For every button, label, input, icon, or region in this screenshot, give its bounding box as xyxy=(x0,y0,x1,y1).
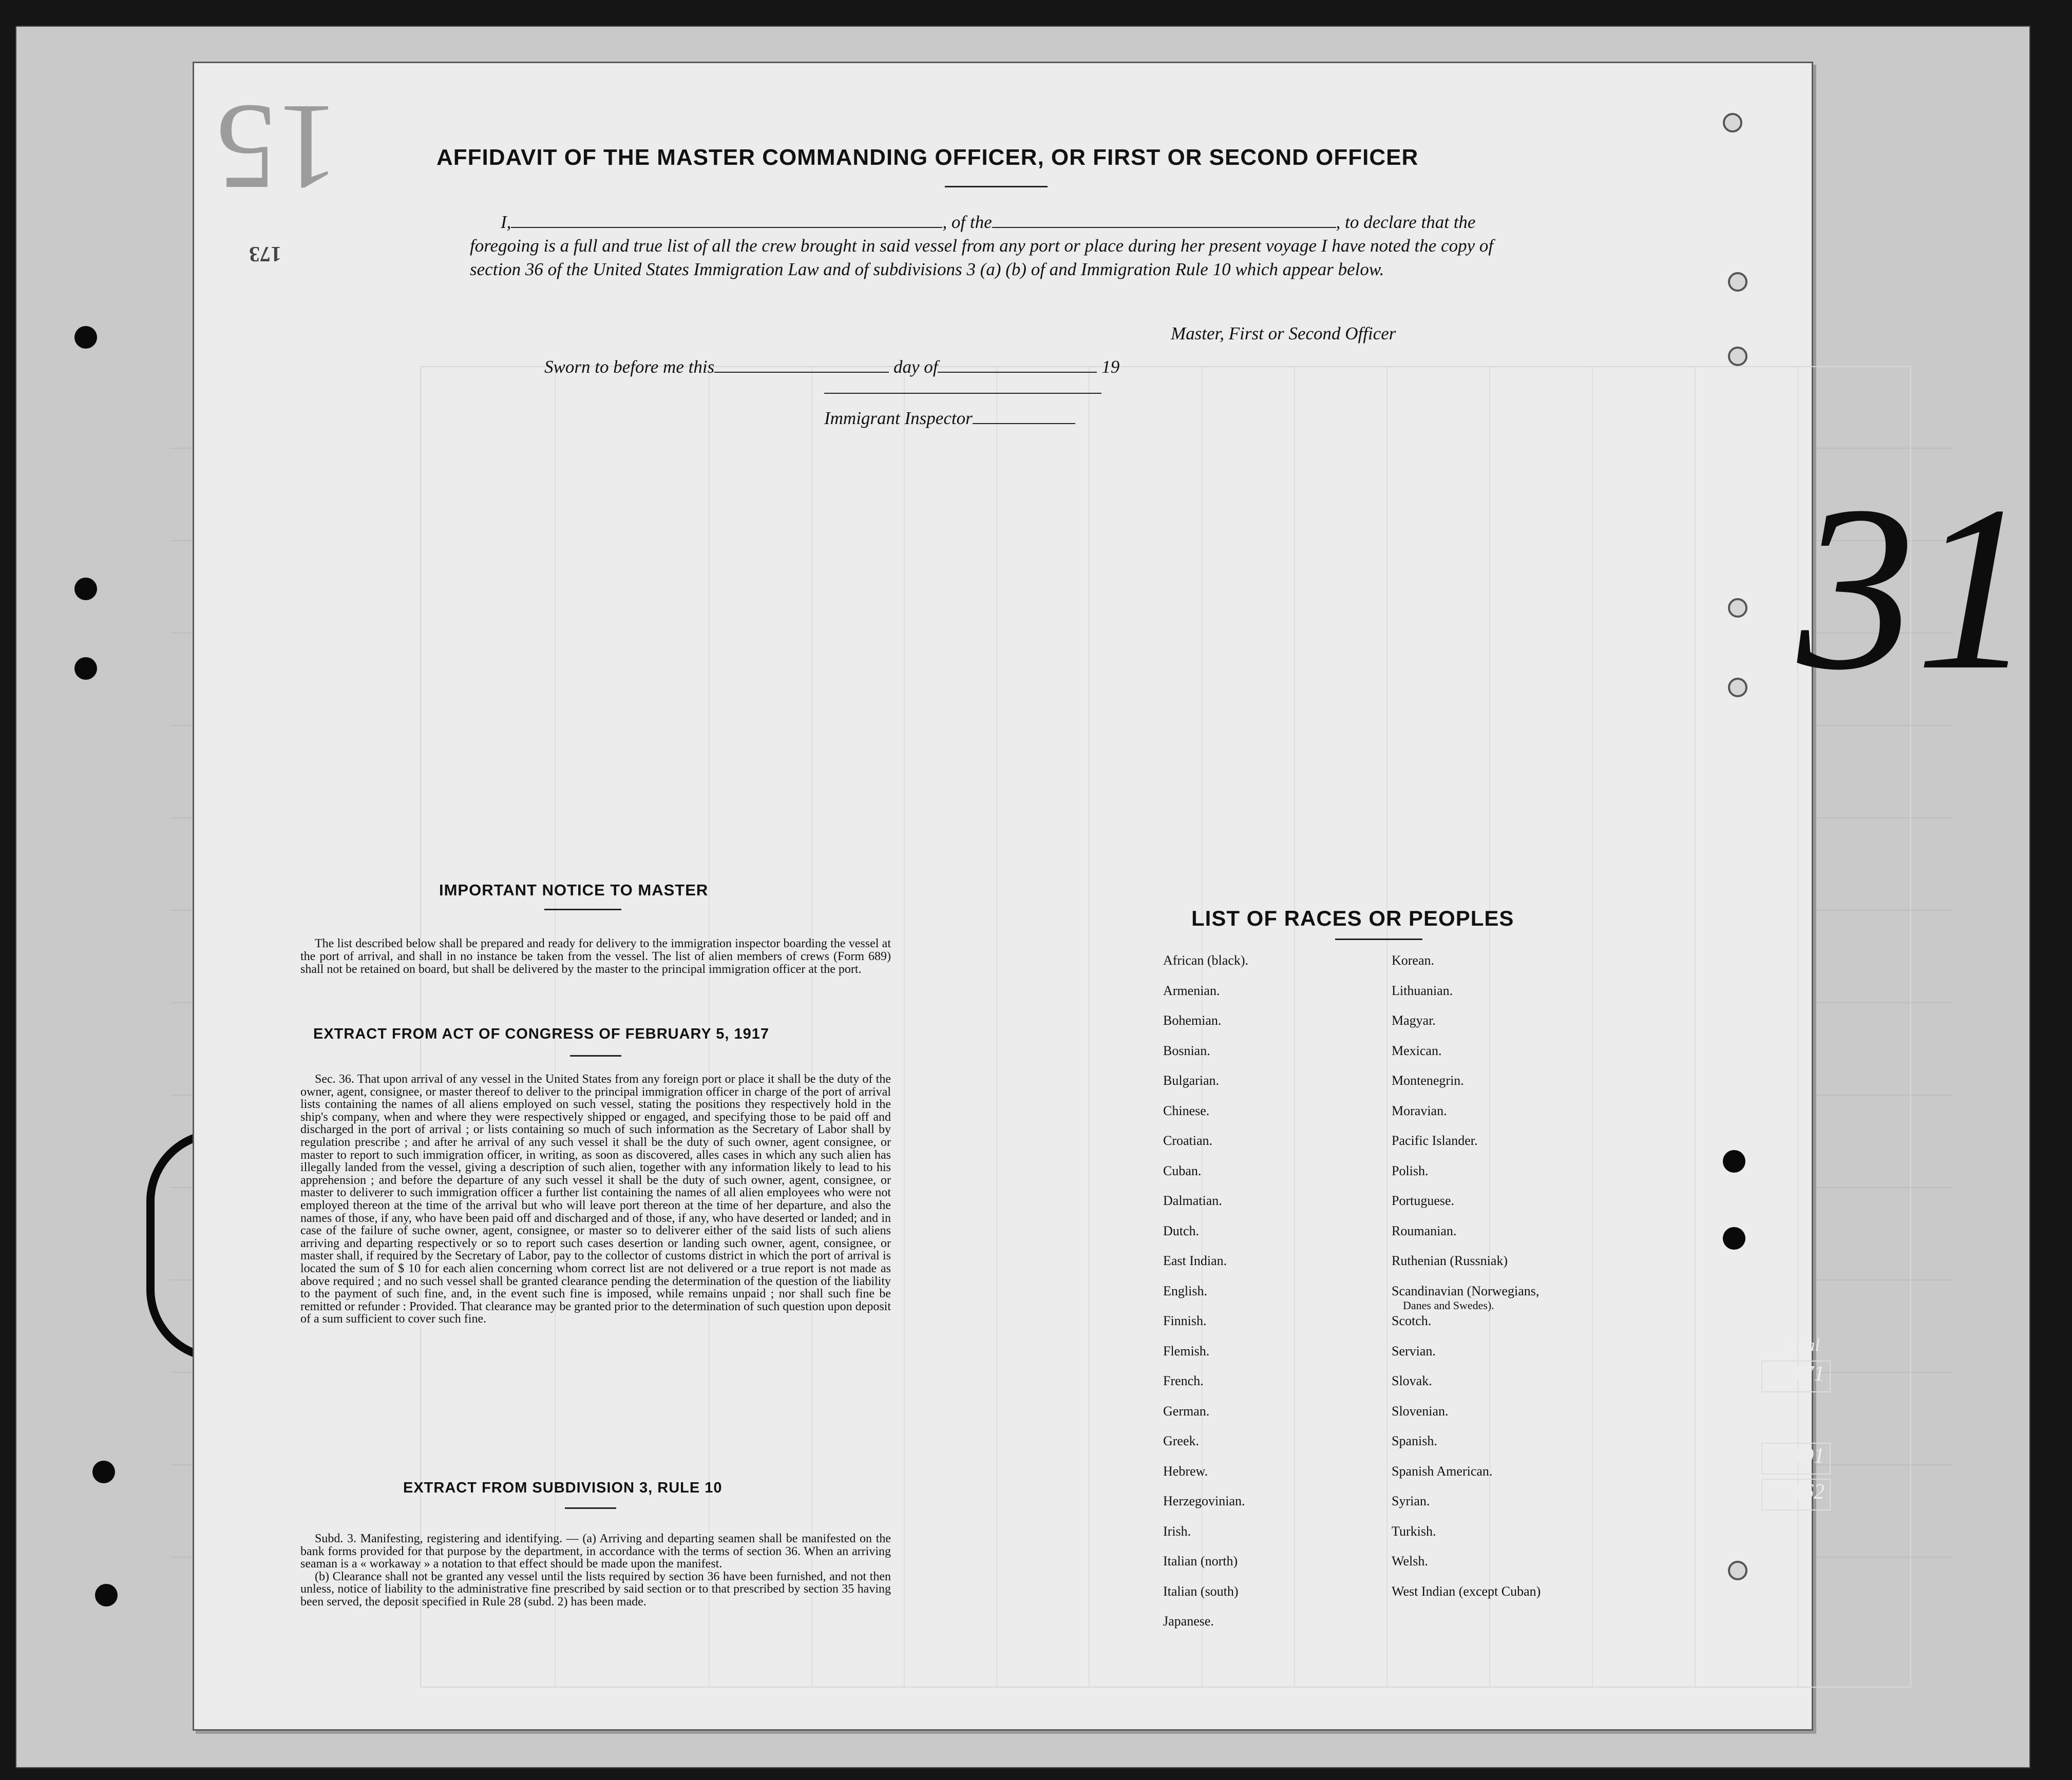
sworn-text xyxy=(544,357,1119,377)
subdivision-3-b: (b) Clearance shall not be granted any vessel until the lists required by section 36 have been furnished, and not then unless, notice of liability to the administrative fine prescribed by said section or to that prescribed by section 35 having been served, the deposit specified in Rule 28 (subd. 2) has been made. xyxy=(300,1570,891,1609)
race-item: Chinese. xyxy=(1163,1103,1210,1118)
affidavit-text-part3: , to declare that the foregoing is a full and true list of all the crew brought in said vessel from any port or place during her present voyage I have noted the copy of section 36 of the United States Immigration Law and of subdivisions 3 (a) (b) of and Immigration Rule 10 which appear below. xyxy=(470,212,1494,279)
race-item: Italian (south) xyxy=(1163,1583,1239,1599)
race-item: Scotch. xyxy=(1392,1313,1432,1328)
race-item: Greek. xyxy=(1163,1433,1200,1448)
race-item: Syrian. xyxy=(1392,1494,1430,1508)
race-item: Magyar. xyxy=(1392,1013,1436,1028)
punch-hole xyxy=(1728,1561,1747,1580)
race-item: Welsh. xyxy=(1392,1554,1428,1568)
name-blank xyxy=(511,227,942,228)
notice-underline xyxy=(544,909,621,910)
race-item: Flemish. xyxy=(1163,1343,1210,1358)
total-value: 171 xyxy=(1761,1361,1831,1392)
punch-hole xyxy=(1723,1150,1745,1173)
punch-hole xyxy=(92,1461,115,1483)
race-item: Portuguese. xyxy=(1392,1193,1455,1208)
affidavit-text-part2: , of the xyxy=(942,212,992,232)
races-left-column xyxy=(1163,953,1248,1644)
race-item: Dalmatian. xyxy=(1163,1193,1222,1208)
race-item: Turkish. xyxy=(1392,1523,1436,1539)
section-36-text: Sec. 36. That upon arrival of any vessel in the United States from any foreign port or place it shall be the duty of the owner, agent, consignee, or master thereof to deliver to the principal immigration officer in charge of the port of arrival lists containing the names of all aliens employed on such vessel, stating the positions they respectively hold in the ship's company, when and where they were respectively shipped or engaged, and specifying those to be paid off and discharged in the port of arrival ; or lists containing so much of such information as the Secretary of Labor shall by regulation prescribe ; and after he arrival of any such vessel it shall be the duty of such owner, agent consignee, or master to report to such immigration officer, in writing, as soon as discovered, alles cases in which any such alien has illegally landed from the vessel, giving a description of such alien, together with any information likely to lead to his apprehension ; and before the departure of any such vessel it shall be the duty of such owner, agent, consignee, or master to deliverer to such immigration officer a further list containing the names of all alien employees who were not employed thereon at the time of the arrival but who will leave port thereon at the time of her departure, and also the names of those, if any, who have been paid off and discharged and of those, if any, who have deserted or landed; and in case of the failure of suche owner, agent, consignee, or master so to deliverer either of the said lists of such aliens arriving and departing respectively or so to report such cases desertion or landing such owner, agent, consignee, or master shall, if required by the Secretary of Labor, pay to the collector of customs district in which the port of arrival is located the sum of $ 10 for each alien concerning whom correct list are not delivered or a true report is not made as above required ; and no such vessel shall be granted clearance pending the determination of the question of the liability to the payment of such fine, and, in the event such fine is imposed, while remains unpaid ; nor shall such fine be remitted or refunder : Provided. That clearance may be granted prior to the determination of such question upon deposit of a sum sufficient to cover such fine. xyxy=(300,1073,891,1326)
race-item: Spanish. xyxy=(1392,1433,1437,1448)
notice-body: The list described below shall be prepared and ready for delivery to the immigration inspector boarding the vessel at the port of arrival, and shall in no instance be taken from the vessel. The list of alien members of crews (Form 689) shall not be retained on board, but shall be delivered by the master to the principal immigration officer at the port. xyxy=(300,937,891,976)
inspector-blank xyxy=(973,423,1075,424)
race-item: Spanish American. xyxy=(1392,1463,1493,1479)
affidavit-text-part1: I, xyxy=(501,212,511,232)
punch-hole xyxy=(74,578,97,600)
total-value: 162 xyxy=(1761,1479,1831,1510)
sworn-text-part2: day of xyxy=(893,357,938,377)
race-item: German. xyxy=(1163,1403,1210,1419)
punch-hole xyxy=(74,326,97,349)
race-item: Moravian. xyxy=(1392,1103,1447,1118)
race-item: Korean. xyxy=(1392,953,1435,968)
race-item: Pacific Islander. xyxy=(1392,1133,1478,1148)
title-underline xyxy=(945,186,1048,187)
punch-hole xyxy=(1728,347,1747,366)
punch-hole xyxy=(1723,113,1742,132)
race-item: Cuban. xyxy=(1163,1163,1202,1178)
sworn-text-part1: Sworn to before me this xyxy=(544,357,715,377)
punch-hole xyxy=(95,1584,118,1606)
signature-line xyxy=(824,393,1101,394)
race-item-scandinavian-sub: Danes and Swedes). xyxy=(1403,1298,1494,1312)
total-value: 191 xyxy=(1761,1443,1831,1475)
races-title: LIST OF RACES OR PEOPLES xyxy=(1191,906,1514,930)
race-item: Lithuanian. xyxy=(1392,983,1453,998)
extract-rule-title: EXTRACT FROM SUBDIVISION 3, RULE 10 xyxy=(403,1480,723,1496)
race-item: French. xyxy=(1163,1373,1204,1388)
race-item: Bohemian. xyxy=(1163,1013,1222,1028)
notice-title: IMPORTANT NOTICE TO MASTER xyxy=(439,881,709,899)
immigrant-inspector-text: Immigrant Inspector xyxy=(824,408,973,428)
sworn-month-blank xyxy=(938,372,1097,373)
vessel-blank xyxy=(992,227,1336,228)
race-item: West Indian (except Cuban) xyxy=(1392,1583,1541,1599)
race-item: Ruthenian (Russniak) xyxy=(1392,1253,1508,1268)
affidavit-text xyxy=(470,210,1497,281)
punch-hole xyxy=(74,657,97,680)
extract-act-title: EXTRACT FROM ACT OF CONGRESS OF FEBRUARY 5, 1917 xyxy=(313,1026,770,1042)
punch-hole xyxy=(1728,272,1747,292)
subdivision-3-a: Subd. 3. Manifesting, registering and identifying. — (a) Arriving and departing seamen shall be manifested on the bank forms provided for that purpose by the department, in accordance with the terms of section 36. When an arriving seaman is a « workaway » a notation to that effect should be made upon the manifest. xyxy=(300,1532,891,1571)
race-item: Slovak. xyxy=(1392,1373,1432,1388)
races-underline xyxy=(1335,939,1422,940)
page-number-mirrored: 15 xyxy=(216,80,339,216)
race-item: East Indian. xyxy=(1163,1253,1227,1268)
punch-hole xyxy=(1723,1227,1745,1250)
race-item: Bulgarian. xyxy=(1163,1073,1220,1088)
race-item: Croatian. xyxy=(1163,1133,1213,1148)
race-item: Japanese. xyxy=(1163,1614,1214,1629)
subdivision-3-text xyxy=(300,1533,891,1609)
race-item: Slovenian. xyxy=(1392,1403,1449,1419)
race-item: Roumanian. xyxy=(1392,1223,1457,1238)
extract-rule-underline xyxy=(565,1507,616,1509)
race-item: Polish. xyxy=(1392,1163,1429,1178)
race-item: Montenegrin. xyxy=(1392,1073,1464,1088)
race-item: Irish. xyxy=(1163,1523,1191,1539)
race-item: Servian. xyxy=(1392,1343,1436,1358)
handwritten-sheet-number: 31 xyxy=(1797,457,2033,719)
race-item: Finnish. xyxy=(1163,1313,1207,1328)
total-label: Total xyxy=(1784,1336,1820,1355)
immigrant-inspector-label xyxy=(824,408,1075,429)
race-item: Dutch. xyxy=(1163,1223,1200,1238)
race-item: Armenian. xyxy=(1163,983,1220,998)
punch-hole xyxy=(1728,678,1747,697)
race-item: Bosnian. xyxy=(1163,1043,1210,1058)
extract-act-underline xyxy=(570,1055,621,1057)
punch-hole xyxy=(1728,598,1747,618)
master-signature-label: Master, First or Second Officer xyxy=(1171,323,1396,343)
race-item-scandinavian: Scandinavian (Norwegians, xyxy=(1392,1283,1539,1298)
race-item xyxy=(1392,1284,1541,1314)
races-right-column xyxy=(1392,953,1541,1614)
race-item: English. xyxy=(1163,1283,1207,1298)
affidavit-title: AFFIDAVIT OF THE MASTER COMMANDING OFFICER, OR FIRST OR SECOND OFFICER xyxy=(436,145,1419,170)
race-item: Italian (north) xyxy=(1163,1554,1238,1568)
race-item: Hebrew. xyxy=(1163,1463,1208,1479)
race-item: Herzegovinian. xyxy=(1163,1494,1245,1508)
stamp-number-mirrored: 173 xyxy=(249,242,281,265)
race-item: Mexican. xyxy=(1392,1043,1442,1058)
sworn-text-part3: 19 xyxy=(1101,357,1120,377)
sworn-day-blank xyxy=(714,372,889,373)
race-item: African (black). xyxy=(1163,953,1249,968)
